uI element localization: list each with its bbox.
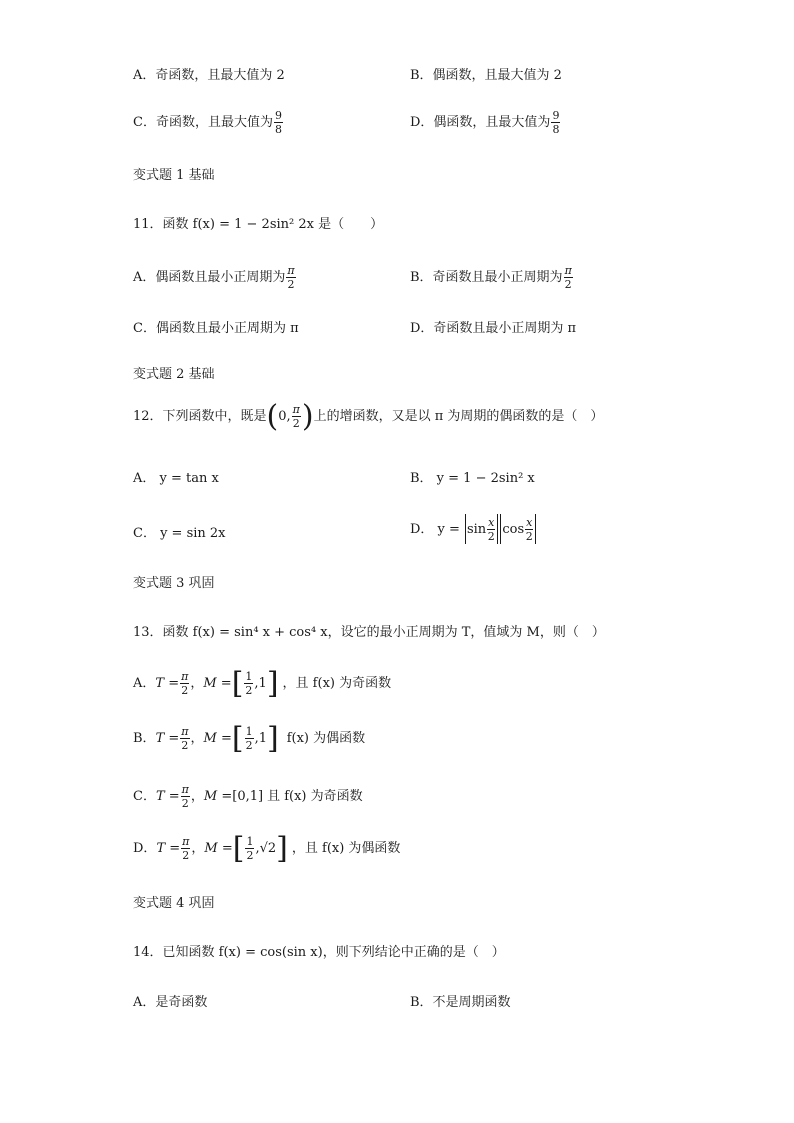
variant-heading-3: 变式题 3 巩固 <box>133 576 215 591</box>
t-label: T = <box>155 676 180 691</box>
fraction-pi-over-2 <box>180 726 189 751</box>
abs-bar-right <box>535 514 536 544</box>
cos-label: cos <box>502 521 525 537</box>
fraction-denominator: 2 <box>181 739 189 752</box>
right-bracket: ] <box>276 830 288 866</box>
q11-option-a-text: A．偶函数且最小正周期为 <box>133 270 286 285</box>
abs-bar-left <box>500 514 501 544</box>
fraction-one-half <box>245 726 254 751</box>
m-label: M = <box>203 731 232 746</box>
fraction-numerator: 1 <box>245 670 253 683</box>
fraction-denominator: 2 <box>292 417 300 430</box>
fraction-numerator: π <box>287 264 295 277</box>
fraction-one-half <box>245 836 254 861</box>
abs-bar-right <box>497 514 498 544</box>
abs-bar-left <box>465 514 466 544</box>
q12-option-a: A． y = tan x <box>133 471 219 486</box>
q10-option-c-text: C．奇函数，且最大值为 <box>133 115 273 130</box>
q14-stem: 14．已知函数 f(x) = cos(sin x)，则下列结论中正确的是（ ） <box>133 945 505 960</box>
variant-heading-4: 变式题 4 巩固 <box>133 896 215 911</box>
m-label: M = <box>204 841 233 856</box>
fraction-numerator: π <box>181 725 189 738</box>
q12-stem <box>133 398 604 434</box>
t-label: T = <box>156 841 181 856</box>
q12-option-c: C． y = sin 2x <box>133 526 226 541</box>
fraction-numerator: π <box>182 835 190 848</box>
q10-option-b: B．偶函数，且最大值为 2 <box>410 68 562 83</box>
interval-zero-one: [0,1] <box>232 789 264 804</box>
q13-option-c: C． T = $\frac{\pi}{2}$ ， M = [0,1] 且 f(x) 为奇函数 <box>133 783 363 810</box>
q14-option-b: B．不是周期函数 <box>410 995 511 1010</box>
fraction-pi-over-2 <box>292 404 301 429</box>
fraction-denominator: 2 <box>487 529 495 543</box>
q13-option-b-tail: f(x) 为偶函数 <box>286 731 366 746</box>
fraction-denominator: 8 <box>274 123 282 136</box>
q10-option-d <box>410 110 561 135</box>
fraction-denominator: 2 <box>525 529 533 543</box>
sqrt-two: √2 <box>259 841 277 856</box>
q12-option-b: B． y = 1 − 2sin² x <box>410 471 535 486</box>
left-bracket: [ <box>231 665 244 701</box>
q14-option-a: A．是奇函数 <box>133 995 208 1010</box>
variant-heading-2: 变式题 2 基础 <box>133 367 215 382</box>
fraction-numerator: π <box>564 264 572 277</box>
fraction-denominator: 2 <box>246 849 254 862</box>
fraction-denominator: 2 <box>245 684 253 697</box>
q13-option-d-label: D． <box>133 841 157 856</box>
fraction-x-over-2 <box>525 517 533 542</box>
q13-option-c-tail: 且 f(x) 为奇函数 <box>267 789 363 804</box>
interval-end: 1 <box>258 731 267 746</box>
fraction-numerator: π <box>181 670 189 683</box>
fraction-denominator: 2 <box>564 278 572 291</box>
fraction-nine-eighths <box>551 110 560 135</box>
fraction-numerator: 9 <box>552 109 560 122</box>
right-paren: ) <box>301 398 314 434</box>
q10-option-d-text: D．偶函数，且最大值为 <box>410 115 551 130</box>
q13-stem: 13．函数 f(x) = sin⁴ x + cos⁴ x，设它的最小正周期为 T，值域为 M，则（ ） <box>133 625 605 640</box>
q10-option-c <box>133 110 284 135</box>
fraction-numerator: x <box>526 515 533 529</box>
fraction-numerator: x <box>488 515 495 529</box>
q13-option-d-tail: ，且 f(x) 为偶函数 <box>291 841 401 856</box>
left-bracket: [ <box>231 720 244 756</box>
fraction-denominator: 2 <box>245 739 253 752</box>
variant-heading-1: 变式题 1 基础 <box>133 168 215 183</box>
q12-option-d-text: D． y = <box>410 521 460 537</box>
q13-option-a-tail: ，且 f(x) 为奇函数 <box>282 676 392 691</box>
fraction-numerator: 1 <box>245 725 253 738</box>
left-bracket: [ <box>232 830 245 866</box>
q12-stem-suffix: 上的增函数，又是以 π 为周期的偶函数的是（ ） <box>313 409 604 424</box>
q13-option-b: B． T = $\frac{\pi}{2}$ ， M = [ $\frac{1}{2}$ , 1 ] f(x) 为偶函数 <box>133 720 366 756</box>
q11-option-b <box>410 265 574 290</box>
fraction-x-over-2 <box>487 517 495 542</box>
q13-option-a: A． T = $\frac{\pi}{2}$ ， M = [ $\frac{1}{2}$ , 1 ] ，且 f(x) 为奇函数 <box>133 665 392 701</box>
interval-end: 1 <box>258 676 267 691</box>
q13-option-d: D． T = $\frac{\pi}{2}$ ， M = [ $\frac{1}{2}$ , √2 ] ，且 f(x) 为偶函数 <box>133 830 401 866</box>
interval-start: 0, <box>278 409 291 424</box>
fraction-numerator: π <box>181 783 189 796</box>
fraction-numerator: π <box>292 403 300 416</box>
fraction-nine-eighths <box>274 110 283 135</box>
fraction-denominator: 2 <box>287 278 295 291</box>
q13-option-c-label: C． <box>133 789 156 804</box>
sin-label: sin <box>466 521 487 537</box>
q11-option-d: D．奇函数且最小正周期为 π <box>410 321 577 336</box>
fraction-denominator: 2 <box>181 684 189 697</box>
fraction-denominator: 2 <box>181 797 189 810</box>
q10-option-a: A．奇函数，且最大值为 2 <box>133 68 285 83</box>
m-label: M = <box>203 789 233 804</box>
q11-option-a <box>133 265 297 290</box>
q11-option-b-text: B．奇函数且最小正周期为 <box>410 270 563 285</box>
m-label: M = <box>203 676 232 691</box>
t-label: T = <box>155 731 180 746</box>
fraction-pi-over-2 <box>181 784 190 809</box>
q11-option-c: C．偶函数且最小正周期为 π <box>133 321 299 336</box>
fraction-pi-over-2 <box>286 265 295 290</box>
q12-option-d <box>410 514 537 544</box>
fraction-pi-over-2 <box>564 265 573 290</box>
fraction-denominator: 2 <box>182 849 190 862</box>
right-bracket: ] <box>267 720 279 756</box>
fraction-numerator: 9 <box>274 109 282 122</box>
fraction-one-half <box>244 671 253 696</box>
fraction-numerator: 1 <box>246 835 254 848</box>
fraction-denominator: 8 <box>552 123 560 136</box>
right-bracket: ] <box>266 665 279 701</box>
t-label: T = <box>155 789 180 804</box>
fraction-pi-over-2 <box>180 671 189 696</box>
q13-option-b-label: B． <box>133 731 156 746</box>
q11-stem: 11．函数 f(x) = 1 − 2sin² 2x 是（ ） <box>133 217 384 232</box>
q13-option-a-label: A． <box>133 676 156 691</box>
fraction-pi-over-2 <box>181 836 190 861</box>
q12-stem-prefix: 12．下列函数中，既是 <box>133 409 267 424</box>
left-paren: ( <box>266 398 279 434</box>
